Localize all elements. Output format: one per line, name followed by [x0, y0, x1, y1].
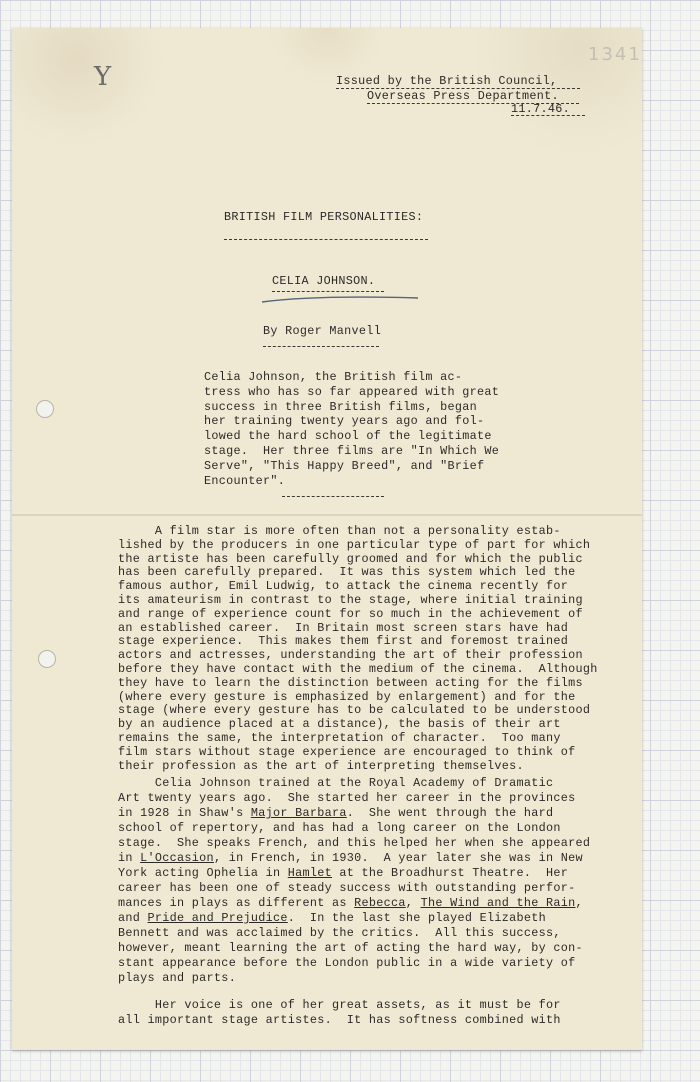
- text-line: lished by the producers in one particular type of part for which: [118, 537, 591, 552]
- text-line: Celia Johnson trained at the Royal Academy of Dramatic: [118, 776, 554, 790]
- play-title: The Wind and the Rain: [420, 896, 576, 910]
- page-title: BRITISH FILM PERSONALITIES:: [224, 210, 424, 224]
- punch-hole: [36, 400, 54, 418]
- text-line: Bennett and was acclaimed by the critics. All this success,: [118, 926, 561, 940]
- byline: By Roger Manvell: [263, 324, 382, 338]
- text-line: however, meant learning the art of acting the hard way, by con-: [118, 941, 583, 955]
- text-line: and range of experience count for so much in the achievement of: [118, 606, 583, 621]
- text-line: stage experience. This makes them first and foremost trained: [118, 634, 569, 649]
- header-rule: [511, 115, 585, 116]
- faint-stamp: 1341: [588, 44, 642, 65]
- text-line: success in three British films, began: [204, 399, 478, 414]
- text-line: lowed the hard school of the legitimate: [204, 429, 492, 444]
- issuer-line: Issued by the British Council,: [336, 74, 558, 88]
- text-line: their profession as the art of interpreting themselves.: [118, 758, 524, 773]
- text-line: in 1928 in Shaw's Major Barbara. She went through the hard: [118, 806, 554, 820]
- text-line: the artiste has been carefully groomed and for which the public: [118, 551, 583, 566]
- paper-fold: [12, 514, 642, 516]
- text-line: A film star is more often than not a personality estab-: [118, 524, 561, 538]
- subject-name: CELIA JOHNSON.: [272, 274, 376, 288]
- text-line: stant appearance before the London public in a wide variety of: [118, 956, 576, 970]
- pencil-mark: Y: [94, 62, 112, 92]
- text-line: her training twenty years ago and fol-: [204, 414, 485, 429]
- text-line: career has been one of steady success with outstanding perfor-: [118, 881, 576, 895]
- text-line: actors and actresses, understanding the art of their profession: [118, 648, 583, 663]
- play-title: Hamlet: [287, 866, 333, 880]
- section-rule: [282, 496, 384, 497]
- text-line: Encounter".: [204, 473, 286, 488]
- text-line: Celia Johnson, the British film ac-: [204, 370, 463, 384]
- text-line: famous author, Emil Ludwig, to attack the cinema recently for: [118, 579, 569, 594]
- date-line: 11.7.46.: [511, 102, 571, 116]
- text-line: by an audience placed at a distance), the basis of their art: [118, 717, 561, 732]
- pencil-underline: [260, 293, 420, 307]
- byline-rule: [263, 346, 379, 347]
- text-line: and Pride and Prejudice. In the last she played Elizabeth: [118, 911, 547, 925]
- text-line: has been carefully prepared. It was this system which led the: [118, 565, 576, 580]
- text-line: York acting Ophelia in Hamlet at the Broadhurst Theatre. Her: [118, 866, 569, 880]
- department-line: Overseas Press Department.: [367, 89, 559, 103]
- text-line: school of repertory, and has had a long career on the London: [118, 821, 561, 835]
- play-title: L'Occasion: [140, 851, 214, 865]
- text-line: before they have contact with the medium of the cinema. Although: [118, 662, 598, 676]
- text-line: in L'Occasion, in French, in 1930. A year later she was in New: [118, 851, 583, 865]
- play-title: Major Barbara: [250, 806, 347, 820]
- text-line: its amateurism in contrast to the stage, where initial training: [118, 593, 583, 607]
- text-line: stage. She speaks French, and this helped her when she appeared: [118, 836, 591, 850]
- text-line: Serve", "This Happy Breed", and "Brief: [204, 458, 485, 473]
- play-title: Pride and Prejudice: [147, 911, 288, 925]
- text-line: tress who has so far appeared with great: [204, 384, 500, 399]
- text-line: Her voice is one of her great assets, as it must be for: [118, 998, 561, 1012]
- play-title: Rebecca: [354, 896, 406, 910]
- document-page: [12, 28, 642, 1050]
- text-line: stage (where every gesture has to be calculated to be understood: [118, 703, 591, 718]
- text-line: an established career. In Britain most screen stars have had: [118, 620, 569, 635]
- text-line: mances in plays as different as Rebecca, The Wind and the Rain,: [118, 896, 583, 910]
- text-line: film stars without stage experience are encouraged to think of: [118, 744, 576, 759]
- text-line: all important stage artistes. It has softness combined with: [118, 1012, 561, 1027]
- text-line: (where every gesture is emphasized by enlargement) and for the: [118, 689, 576, 704]
- title-rule: [224, 239, 428, 240]
- text-line: they have to learn the distinction between acting for the films: [118, 675, 583, 690]
- text-line: Art twenty years ago. She started her career in the provinces: [118, 791, 576, 805]
- subject-rule: [272, 291, 384, 292]
- text-line: plays and parts.: [118, 971, 237, 985]
- text-line: stage. Her three films are "In Which We: [204, 444, 500, 458]
- punch-hole: [38, 650, 56, 668]
- text-line: remains the same, the interpretation of character. Too many: [118, 731, 561, 745]
